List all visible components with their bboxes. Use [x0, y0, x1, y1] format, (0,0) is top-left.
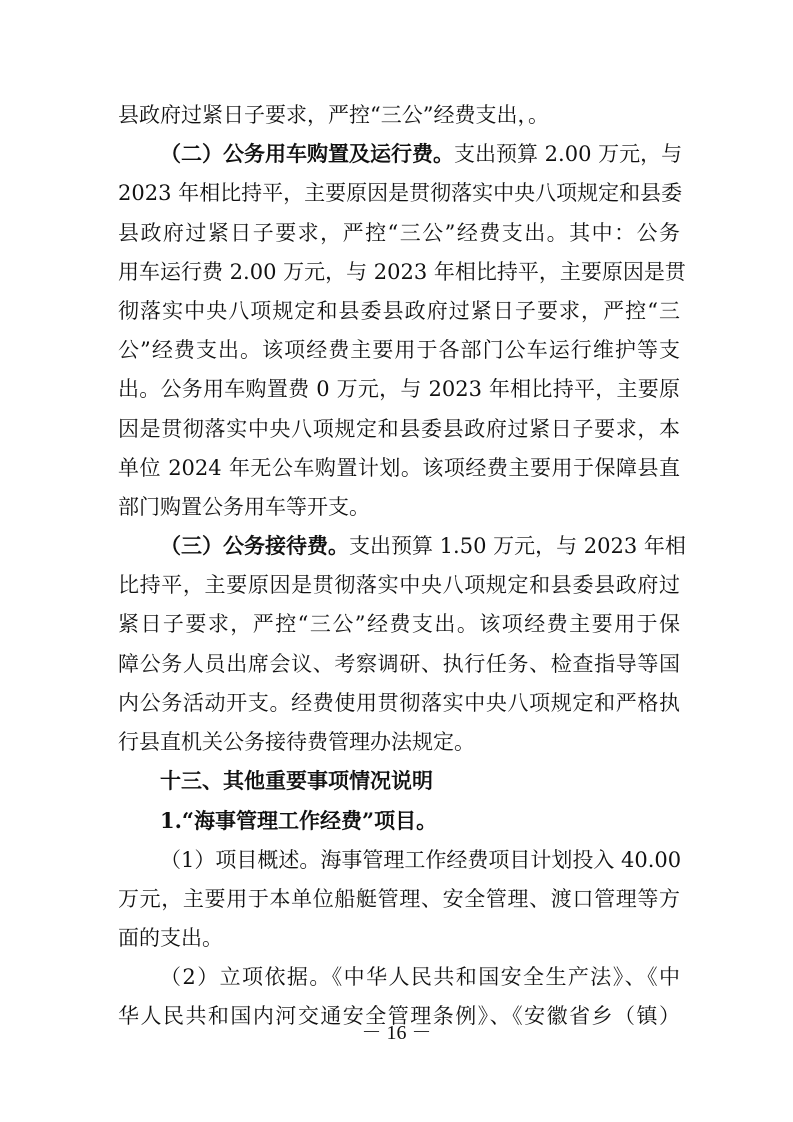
- text-line: （2）立项依据。《中华人民共和国安全生产法》、《中: [160, 965, 680, 990]
- text-line: [118, 527, 686, 566]
- text-line: [118, 135, 683, 174]
- text-line: 县政府过紧日子要求，严控“三公”经费支出。其中：公务: [118, 220, 680, 245]
- text-line: （1）项目概述。海事管理工作经费项目计划投入 40.00: [160, 847, 682, 872]
- text-span: 支出预算 1.50 万元，与 2023 年相: [349, 534, 686, 559]
- text-line: 万元，主要用于本单位船艇管理、安全管理、渡口管理等方: [118, 886, 680, 911]
- text-line: 公”经费支出。该项经费主要用于各部门公车运行维护等支: [118, 338, 680, 363]
- subsection-heading: （三）公务接待费。: [160, 534, 349, 559]
- text-line: 内公务活动开支。经费使用贯彻落实中央八项规定和严格执: [118, 690, 680, 715]
- text-line: 华人民共和国内河交通安全管理条例》、《安徽省乡（镇）: [118, 1004, 680, 1029]
- text-line: 面的支出。: [118, 925, 223, 950]
- text-line: 因是贯彻落实中央八项规定和县委县政府过紧日子要求，本: [118, 416, 680, 441]
- text-line: 单位 2024 年无公车购置计划。该项经费主要用于保障县直: [118, 455, 680, 480]
- text-line: 行县直机关公务接待费管理办法规定。: [118, 730, 475, 754]
- page-number: － 16 －: [361, 1022, 432, 1044]
- text-line: 部门购置公务用车等开支。: [118, 494, 370, 519]
- text-line: 出。公务用车购置费 0 万元，与 2023 年相比持平，主要原: [118, 377, 680, 402]
- subsection-heading: （二）公务用车购置及运行费。: [160, 142, 454, 167]
- text-span: 支出预算 2.00 万元，与: [454, 142, 683, 167]
- text-line: 紧日子要求，严控“三公”经费支出。该项经费主要用于保: [118, 612, 680, 637]
- section-heading: 十三、其他重要事项情况说明: [160, 769, 433, 794]
- text-line: 彻落实中央八项规定和县委县政府过紧日子要求，严控“三: [118, 298, 680, 323]
- item-heading: 1.“海事管理工作经费”项目。: [160, 808, 438, 834]
- text-line: 用车运行费 2.00 万元，与 2023 年相比持平，主要原因是贯: [118, 259, 686, 284]
- text-line: 比持平，主要原因是贯彻落实中央八项规定和县委县政府过: [118, 573, 680, 598]
- text-line: 县政府过紧日子要求，严控“三公”经费支出，。: [118, 103, 549, 127]
- text-line: 2023 年相比持平，主要原因是贯彻落实中央八项规定和县委: [118, 181, 683, 206]
- body-text: [118, 96, 686, 1037]
- text-line: 障公务人员出席会议、考察调研、执行任务、检查指导等国: [118, 651, 680, 676]
